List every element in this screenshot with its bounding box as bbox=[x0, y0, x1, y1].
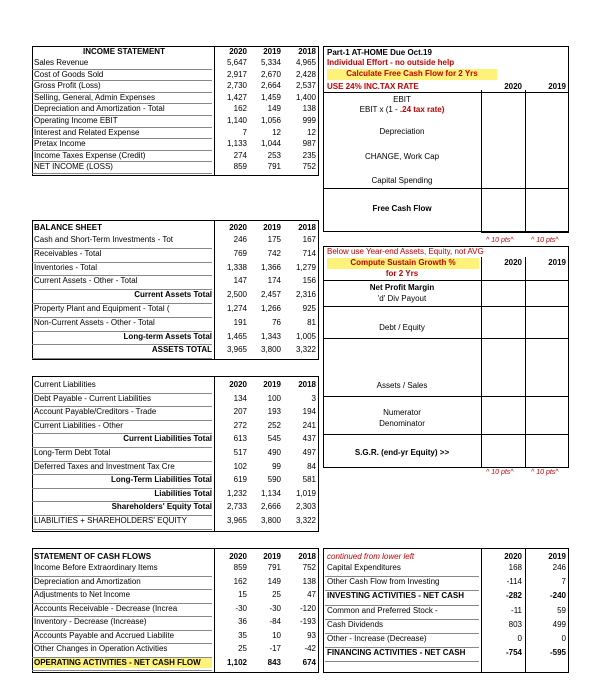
row-label: Current Liabilities bbox=[34, 380, 96, 389]
cell-value: 5,647 bbox=[226, 58, 247, 67]
cell-value: 15 bbox=[238, 590, 247, 599]
sgr-points-b: ^ 10 pts^ bbox=[531, 469, 559, 476]
cell-value: 1,056 bbox=[260, 116, 281, 125]
cell-value: -11 bbox=[511, 605, 522, 615]
cell-value: 241 bbox=[302, 420, 316, 430]
cell-value: 925 bbox=[302, 304, 316, 313]
cell-value: 174 bbox=[267, 276, 281, 286]
cell-value: 714 bbox=[302, 248, 316, 258]
cell-value: 1,338 bbox=[226, 262, 247, 272]
for-two-years: for 2 Yrs bbox=[385, 269, 419, 278]
cell-value: 2,303 bbox=[295, 502, 316, 512]
row-label: Current Assets Total bbox=[134, 290, 212, 300]
tax-rate-instruction: USE 24% INC.TAX RATE bbox=[327, 82, 419, 91]
cell-value: 2,666 bbox=[260, 502, 281, 512]
cell-value: 497 bbox=[302, 448, 316, 457]
cell-value: 246 bbox=[233, 235, 247, 244]
cell-value: 2,664 bbox=[260, 81, 281, 91]
cell-value: 162 bbox=[233, 576, 247, 586]
row-label: Long-Term Liabilities Total bbox=[110, 475, 212, 485]
cell-value: 1,005 bbox=[295, 331, 316, 341]
row-label: Inventories - Total bbox=[34, 262, 97, 272]
cell-value: 3,965 bbox=[226, 345, 247, 355]
year-header: 2020 bbox=[229, 552, 247, 561]
year-end-instruction: Below use Year-end Assets, Equity, not AVG bbox=[327, 247, 484, 256]
cell-value: 138 bbox=[302, 104, 316, 114]
cell-value: 35 bbox=[238, 630, 247, 640]
row-label: Pretax Income bbox=[34, 139, 86, 149]
cell-value: 191 bbox=[233, 317, 247, 327]
cell-value: 619 bbox=[233, 475, 247, 485]
year-header: 2018 bbox=[298, 552, 316, 561]
row-label: Current Assets - Other - Total bbox=[34, 276, 138, 286]
cell-value: 25 bbox=[272, 590, 281, 599]
row-label: Property Plant and Equipment - Total ( bbox=[34, 304, 170, 313]
cell-value: 4,965 bbox=[295, 58, 316, 67]
cell-value: 235 bbox=[302, 150, 316, 160]
cell-value: 2,316 bbox=[295, 290, 316, 300]
cell-value: 3,322 bbox=[295, 345, 316, 355]
year-header: 2019 bbox=[263, 380, 281, 389]
cell-value: 3,965 bbox=[226, 516, 247, 525]
row-label: Operating Income EBIT bbox=[34, 116, 118, 125]
row-label: Deferred Taxes and Investment Tax Cre bbox=[34, 461, 175, 471]
sgr-points-a: ^ 10 pts^ bbox=[486, 469, 514, 476]
cell-value: -17 bbox=[269, 644, 281, 653]
cell-value: 162 bbox=[233, 104, 247, 114]
year-header: 2020 bbox=[229, 380, 247, 389]
continued-heading: continued from lower left bbox=[327, 552, 415, 561]
cell-value: 490 bbox=[267, 448, 281, 457]
year-header: 2018 bbox=[298, 380, 316, 389]
sgr-year-a: 2020 bbox=[504, 258, 522, 267]
cell-value: 1,140 bbox=[226, 116, 247, 125]
cell-value: -193 bbox=[299, 617, 316, 626]
row-label: Capital Expenditures bbox=[327, 563, 401, 572]
row-label: Other Changes in Operation Activities bbox=[34, 644, 168, 653]
year-header: 2018 bbox=[298, 47, 316, 56]
ebit-label: EBIT bbox=[393, 95, 411, 104]
cell-value: 1,134 bbox=[260, 488, 281, 498]
cell-value: 193 bbox=[267, 407, 281, 417]
cell-value: 590 bbox=[267, 475, 281, 485]
cell-value: 272 bbox=[233, 420, 247, 430]
assets-sales-label: Assets / Sales bbox=[376, 381, 428, 390]
cell-value: -30 bbox=[269, 603, 281, 613]
calc-instruction: Calculate Free Cash Flow for 2 Yrs bbox=[346, 69, 478, 78]
year-header: 2020 bbox=[229, 47, 247, 56]
cell-value: 7 bbox=[561, 577, 566, 587]
cell-value: 168 bbox=[508, 563, 522, 572]
cell-value: -42 bbox=[304, 644, 316, 653]
fcf-year-a: 2020 bbox=[504, 82, 522, 91]
cell-value: 437 bbox=[302, 434, 316, 444]
cell-value: 7 bbox=[242, 127, 247, 137]
cell-value: -84 bbox=[269, 617, 281, 626]
row-label: NET INCOME (LOSS) bbox=[34, 162, 113, 172]
cell-value: 253 bbox=[267, 150, 281, 160]
cell-value: 12 bbox=[307, 127, 316, 137]
cell-value: 769 bbox=[233, 248, 247, 258]
cell-value: 134 bbox=[233, 393, 247, 403]
cell-value: 149 bbox=[267, 576, 281, 586]
cell-value: 1,343 bbox=[260, 331, 281, 341]
row-label: Depreciation and Amortization - Total bbox=[34, 104, 165, 114]
cell-value: 12 bbox=[272, 127, 281, 137]
cell-value: 81 bbox=[307, 317, 316, 327]
row-label: LIABILITIES + SHAREHOLDERS' EQUITY bbox=[34, 516, 187, 525]
income-statement-title: INCOME STATEMENT bbox=[83, 47, 165, 56]
sustain-growth-instruction: Compute Sustain Growth % bbox=[350, 258, 456, 267]
cell-value: 987 bbox=[302, 139, 316, 149]
row-label: Selling, General, Admin Expenses bbox=[34, 92, 155, 102]
cell-value: 581 bbox=[302, 475, 316, 485]
cell-value: 1,232 bbox=[226, 488, 247, 498]
fcf-year-b: 2019 bbox=[548, 82, 566, 91]
row-label: Depreciation and Amortization bbox=[34, 576, 141, 586]
row-label: Account Payable/Creditors - Trade bbox=[34, 407, 157, 417]
cell-value: 3,800 bbox=[260, 516, 281, 525]
row-label: Cost of Goods Sold bbox=[34, 69, 104, 79]
row-label: INVESTING ACTIVITIES - NET CASH bbox=[327, 591, 465, 601]
cell-value: 1,459 bbox=[260, 92, 281, 102]
free-cash-flow-label: Free Cash Flow bbox=[372, 204, 432, 213]
cell-value: 742 bbox=[267, 248, 281, 258]
debt-equity-label: Debt / Equity bbox=[379, 323, 425, 332]
cell-value: 167 bbox=[302, 235, 316, 244]
cell-value: 859 bbox=[233, 162, 247, 172]
assignment-title: Part-1 AT-HOME Due Oct.19 bbox=[327, 48, 432, 57]
cell-value: 76 bbox=[272, 317, 281, 327]
row-label: Other - Increase (Decrease) bbox=[327, 634, 427, 643]
row-label: Non-Current Assets - Other - Total bbox=[34, 317, 155, 327]
cell-value: 147 bbox=[233, 276, 247, 286]
capital-spending-label: Capital Spending bbox=[371, 176, 433, 185]
cell-value: 545 bbox=[267, 434, 281, 444]
cell-value: 752 bbox=[302, 563, 316, 572]
row-label: Income Taxes Expense (Credit) bbox=[34, 150, 146, 160]
cell-value: 194 bbox=[302, 407, 316, 417]
cell-value: 3,322 bbox=[295, 516, 316, 525]
cell-value: 156 bbox=[302, 276, 316, 286]
row-label: Receivables - Total bbox=[34, 248, 102, 258]
cell-value: 2,733 bbox=[226, 502, 247, 512]
cell-value: 0 bbox=[561, 634, 566, 643]
row-label: Gross Profit (Loss) bbox=[34, 81, 101, 91]
cell-value: 803 bbox=[508, 619, 522, 629]
cell-value: 1,279 bbox=[295, 262, 316, 272]
row-label: Accounts Payable and Accrued Liabilite bbox=[34, 630, 175, 640]
cell-value: 93 bbox=[307, 630, 316, 640]
row-label: Interest and Related Expense bbox=[34, 127, 140, 137]
cell-value: 25 bbox=[238, 644, 247, 653]
cell-value: 274 bbox=[233, 150, 247, 160]
cell-value: 47 bbox=[307, 590, 316, 599]
row-label: Current Liabilities - Other bbox=[34, 420, 123, 430]
cell-value: 2,500 bbox=[226, 290, 247, 300]
cell-value: 859 bbox=[233, 563, 247, 572]
cell-value: -240 bbox=[549, 591, 566, 601]
cell-value: 84 bbox=[307, 461, 316, 471]
row-label: Sales Revenue bbox=[34, 58, 89, 67]
cell-value: 1,019 bbox=[295, 488, 316, 498]
year-header: 2019 bbox=[548, 552, 566, 561]
sgr-year-b: 2019 bbox=[548, 258, 566, 267]
year-header: 2020 bbox=[504, 552, 522, 561]
cell-value: 5,334 bbox=[260, 58, 281, 67]
cell-value: 791 bbox=[267, 563, 281, 572]
row-label: Debt Payable - Current Liabilities bbox=[34, 393, 151, 403]
net-profit-margin-label: Net Profit Margin bbox=[369, 283, 435, 292]
change-work-cap-label: CHANGE, Work Cap bbox=[364, 152, 440, 161]
cell-value: 843 bbox=[267, 657, 281, 667]
cell-value: 1,427 bbox=[226, 92, 247, 102]
cell-value: 1,274 bbox=[226, 304, 247, 313]
row-label: Long-Term Debt Total bbox=[34, 448, 111, 457]
cell-value: 2,428 bbox=[295, 69, 316, 79]
year-header: 2020 bbox=[229, 223, 247, 232]
cell-value: 1,366 bbox=[260, 262, 281, 272]
cell-value: 2,537 bbox=[295, 81, 316, 91]
year-header: 2019 bbox=[263, 552, 281, 561]
row-label: Adjustments to Net Income bbox=[34, 590, 131, 599]
cell-value: 102 bbox=[233, 461, 247, 471]
numerator-label: Numerator bbox=[383, 408, 421, 417]
cell-value: 2,457 bbox=[260, 290, 281, 300]
cell-value: 1,044 bbox=[260, 139, 281, 149]
cell-value: 999 bbox=[302, 116, 316, 125]
cell-value: 1,133 bbox=[226, 139, 247, 149]
cell-value: -282 bbox=[505, 591, 522, 601]
row-label: Income Before Extraordinary Items bbox=[34, 563, 158, 572]
fcf-points-b: ^ 10 pts^ bbox=[531, 237, 559, 244]
cell-value: 10 bbox=[272, 630, 281, 640]
balance-sheet-title: BALANCE SHEET bbox=[34, 223, 103, 232]
cell-value: 2,730 bbox=[226, 81, 247, 91]
assignment-subtitle: Individual Effort - no outside help bbox=[327, 58, 455, 67]
row-label: FINANCING ACTIVITIES - NET CASH bbox=[327, 648, 466, 658]
cell-value: 2,670 bbox=[260, 69, 281, 79]
cell-value: 3,800 bbox=[260, 345, 281, 355]
row-label: Current Liabilities Total bbox=[123, 434, 212, 444]
cell-value: 1,465 bbox=[226, 331, 247, 341]
cell-value: -754 bbox=[505, 648, 522, 658]
cell-value: 175 bbox=[267, 235, 281, 244]
cell-value: 138 bbox=[302, 576, 316, 586]
row-label: Shareholders' Equity Total bbox=[111, 502, 212, 512]
ebit-formula: EBIT x (1 - .24 tax rate) bbox=[359, 105, 445, 114]
cell-value: 207 bbox=[233, 407, 247, 417]
year-header: 2019 bbox=[263, 47, 281, 56]
cell-value: 752 bbox=[302, 162, 316, 172]
cell-value: 3 bbox=[311, 393, 316, 403]
cell-value: 499 bbox=[552, 619, 566, 629]
row-label: ASSETS TOTAL bbox=[151, 345, 212, 355]
depreciation-label: Depreciation bbox=[379, 127, 425, 136]
row-label: Cash and Short-Term Investments - Tot bbox=[34, 235, 174, 244]
cell-value: -595 bbox=[549, 648, 566, 658]
year-header: 2018 bbox=[298, 223, 316, 232]
cell-value: 0 bbox=[517, 634, 522, 643]
cell-value: 791 bbox=[267, 162, 281, 172]
row-label: Accounts Receivable - Decrease (Increa bbox=[34, 603, 178, 613]
row-label: Common and Preferred Stock - bbox=[327, 605, 438, 615]
cell-value: 1,102 bbox=[226, 657, 247, 667]
row-label: Inventory - Decrease (Increase) bbox=[34, 617, 147, 626]
row-label: OPERATING ACTIVITIES - NET CASH FLOW bbox=[34, 658, 212, 668]
cell-value: -120 bbox=[299, 603, 316, 613]
row-label: Liabilities Total bbox=[154, 488, 212, 498]
cell-value: 149 bbox=[267, 104, 281, 114]
denominator-label: Denominator bbox=[379, 419, 425, 428]
cell-value: 59 bbox=[557, 605, 566, 615]
sgr-label: S.G.R. (end-yr Equity) >> bbox=[354, 448, 450, 457]
cell-value: 1,400 bbox=[295, 92, 316, 102]
cell-value: -114 bbox=[506, 577, 522, 587]
year-header: 2019 bbox=[263, 223, 281, 232]
cell-value: 100 bbox=[267, 393, 281, 403]
cell-value: 36 bbox=[238, 617, 247, 626]
row-label: Long-term Assets Total bbox=[123, 331, 212, 341]
cash-flow-title: STATEMENT OF CASH FLOWS bbox=[34, 552, 152, 561]
cell-value: 1,266 bbox=[260, 304, 281, 313]
fcf-points-a: ^ 10 pts^ bbox=[486, 237, 514, 244]
cell-value: 99 bbox=[272, 461, 281, 471]
cell-value: 674 bbox=[302, 657, 316, 667]
div-payout-label: 'd' Div Payout bbox=[377, 294, 427, 303]
row-label: Other Cash Flow from Investing bbox=[327, 577, 440, 587]
row-label: Cash Dividends bbox=[327, 619, 384, 629]
cell-value: 252 bbox=[267, 420, 281, 430]
cell-value: 613 bbox=[233, 434, 247, 444]
cell-value: -30 bbox=[235, 603, 247, 613]
cell-value: 246 bbox=[552, 563, 566, 572]
cell-value: 2,917 bbox=[226, 69, 247, 79]
cell-value: 517 bbox=[233, 448, 247, 457]
